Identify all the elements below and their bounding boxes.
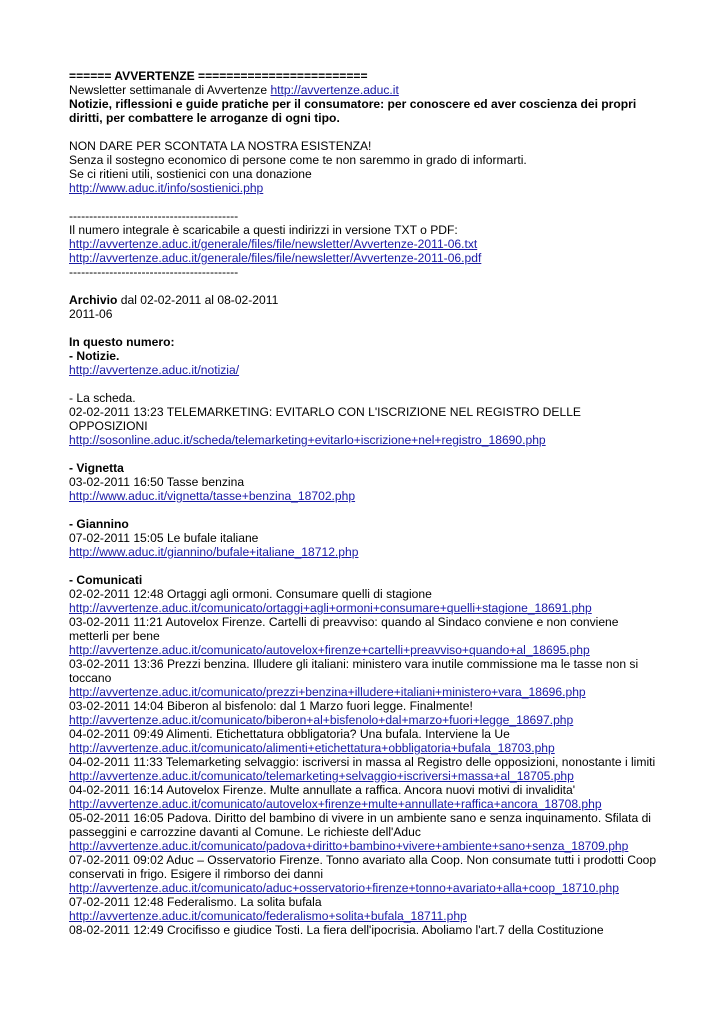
notizie-link[interactable]: http://avvertenze.aduc.it/notizia/ — [69, 363, 240, 377]
section-notizie: - Notizie. — [69, 349, 120, 363]
vignetta-text: 03-02-2011 16:50 Tasse benzina — [69, 475, 245, 489]
comunicato-title: 04-02-2011 09:49 Alimenti. Etichettatura obbligatoria? Una bufala. Interviene la Ue — [69, 727, 510, 741]
scheda-link[interactable]: http://sosonline.aduc.it/scheda/telemarketing+evitarlo+iscrizione+nel+registro_18690.php — [69, 433, 546, 447]
comunicato-link[interactable]: http://avvertenze.aduc.it/comunicato/aduc+osservatorio+firenze+tonno+avariato+alla+coop_18710.php — [69, 881, 619, 895]
spacer — [69, 559, 659, 573]
comunicato-title: 03-02-2011 13:36 Prezzi benzina. Illudere gli italiani: ministero vara inutile commissione ma le tasse non si toccano — [69, 657, 639, 685]
comunicati-list — [69, 587, 659, 937]
download-intro: Il numero integrale è scaricabile a questi indirizzi in versione TXT o PDF: — [69, 223, 458, 237]
comunicato-link[interactable]: http://avvertenze.aduc.it/comunicato/federalismo+solita+bufala_18711.php — [69, 909, 467, 923]
newsletter-line — [69, 83, 659, 97]
tagline: Notizie, riflessioni e guide pratiche per il consumatore: per conoscere ed aver coscienza dei propri diritti, per combattere le arroganze di ogni tipo. — [69, 97, 637, 125]
comunicato-title: 03-02-2011 14:04 Biberon al bisfenolo: dal 1 Marzo fuori legge. Finalmente! — [69, 699, 473, 713]
section-comunicati: - Comunicati — [69, 573, 143, 587]
separator: ------------------------------------------ — [69, 265, 239, 279]
spacer — [69, 195, 659, 209]
newsletter-document — [69, 69, 659, 937]
giannino-text: 07-02-2011 15:05 Le bufale italiane — [69, 531, 259, 545]
section-giannino: - Giannino — [69, 517, 129, 531]
spacer — [69, 321, 659, 335]
comunicato-link[interactable]: http://avvertenze.aduc.it/comunicato/ortaggi+agli+ormoni+consumare+quelli+stagione_18691.php — [69, 601, 592, 615]
spacer — [69, 447, 659, 461]
comunicato-title: 07-02-2011 12:48 Federalismo. La solita bufala — [69, 895, 322, 909]
issue-number: 2011-06 — [69, 307, 113, 321]
comunicato-link[interactable]: http://avvertenze.aduc.it/comunicato/autovelox+firenze+cartelli+preavviso+quando+al_18695.php — [69, 643, 590, 657]
spacer — [69, 279, 659, 293]
vignetta-link[interactable]: http://www.aduc.it/vignetta/tasse+benzina_18702.php — [69, 489, 356, 503]
comunicato-link[interactable]: http://avvertenze.aduc.it/comunicato/prezzi+benzina+illudere+italiani+ministero+vara_18696.php — [69, 685, 586, 699]
archive-range: dal 02-02-2011 al 08-02-2011 — [117, 293, 279, 307]
archive-label: Archivio — [69, 293, 118, 307]
spacer — [69, 503, 659, 517]
giannino-link[interactable]: http://www.aduc.it/giannino/bufale+italiane_18712.php — [69, 545, 359, 559]
donation-link[interactable]: http://www.aduc.it/info/sostienici.php — [69, 181, 264, 195]
pdf-download-link[interactable]: http://avvertenze.aduc.it/generale/files/file/newsletter/Avvertenze-2011-06.pdf — [69, 251, 482, 265]
support-text-1: Senza il sostegno economico di persone come te non saremmo in grado di informarti. — [69, 153, 527, 167]
section-vignetta: - Vignetta — [69, 461, 124, 475]
comunicato-title: 03-02-2011 11:21 Autovelox Firenze. Cartelli di preavviso: quando al Sindaco conviene e non conviene metterli per bene — [69, 615, 619, 643]
comunicato-link[interactable]: http://avvertenze.aduc.it/comunicato/telemarketing+selvaggio+iscriversi+massa+al_18705.php — [69, 769, 574, 783]
comunicato-link[interactable]: http://avvertenze.aduc.it/comunicato/autovelox+firenze+multe+annullate+raffica+ancora_18708.php — [69, 797, 602, 811]
scheda-text: 02-02-2011 13:23 TELEMARKETING: EVITARLO CON L'ISCRIZIONE NEL REGISTRO DELLE OPPOSIZIONI — [69, 405, 581, 433]
comunicato-link[interactable]: http://avvertenze.aduc.it/comunicato/padova+diritto+bambino+vivere+ambiente+sano+senza_18709.php — [69, 839, 629, 853]
comunicato-title: 04-02-2011 16:14 Autovelox Firenze. Multe annullate a raffica. Ancora nuovi motivi di invalidita' — [69, 783, 576, 797]
section-scheda: - La scheda. — [69, 391, 136, 405]
support-text-2: Se ci ritieni utili, sostienici con una donazione — [69, 167, 312, 181]
spacer — [69, 125, 659, 139]
archive-line — [69, 293, 659, 307]
comunicato-title: 04-02-2011 11:33 Telemarketing selvaggio: iscriversi in massa al Registro delle opposizioni, nonostante i limiti — [69, 755, 656, 769]
comunicato-title: 02-02-2011 12:48 Ortaggi agli ormoni. Consumare quelli di stagione — [69, 587, 432, 601]
title-line: ====== AVVERTENZE ======================== — [69, 69, 368, 83]
spacer — [69, 377, 659, 391]
comunicato-title: 05-02-2011 16:05 Padova. Diritto del bambino di vivere in un ambiente sano e senza inquinamento. Sfilata di passeggini e carrozzine davanti al Comune. Le richieste dell'Aduc — [69, 811, 651, 839]
comunicato-title: 07-02-2011 09:02 Aduc – Osservatorio Firenze. Tonno avariato alla Coop. Non consumate tutti i prodotti Coop conservati in frigo. Esigere il rimborso dei danni — [69, 853, 657, 881]
newsletter-prefix: Newsletter settimanale di Avvertenze — [69, 83, 271, 97]
separator: ------------------------------------------ — [69, 209, 239, 223]
txt-download-link[interactable]: http://avvertenze.aduc.it/generale/files/file/newsletter/Avvertenze-2011-06.txt — [69, 237, 478, 251]
contents-heading: In questo numero: — [69, 335, 175, 349]
comunicato-link[interactable]: http://avvertenze.aduc.it/comunicato/biberon+al+bisfenolo+dal+marzo+fuori+legge_18697.php — [69, 713, 574, 727]
support-heading: NON DARE PER SCONTATA LA NOSTRA ESISTENZA! — [69, 139, 372, 153]
comunicato-link[interactable]: http://avvertenze.aduc.it/comunicato/alimenti+etichettatura+obbligatoria+bufala_18703.php — [69, 741, 555, 755]
comunicato-title: 08-02-2011 12:49 Crocifisso e giudice Tosti. La fiera dell'ipocrisia. Aboliamo l'art.7 della Costituzione — [69, 923, 604, 937]
avvertenze-home-link[interactable]: http://avvertenze.aduc.it — [270, 83, 399, 97]
